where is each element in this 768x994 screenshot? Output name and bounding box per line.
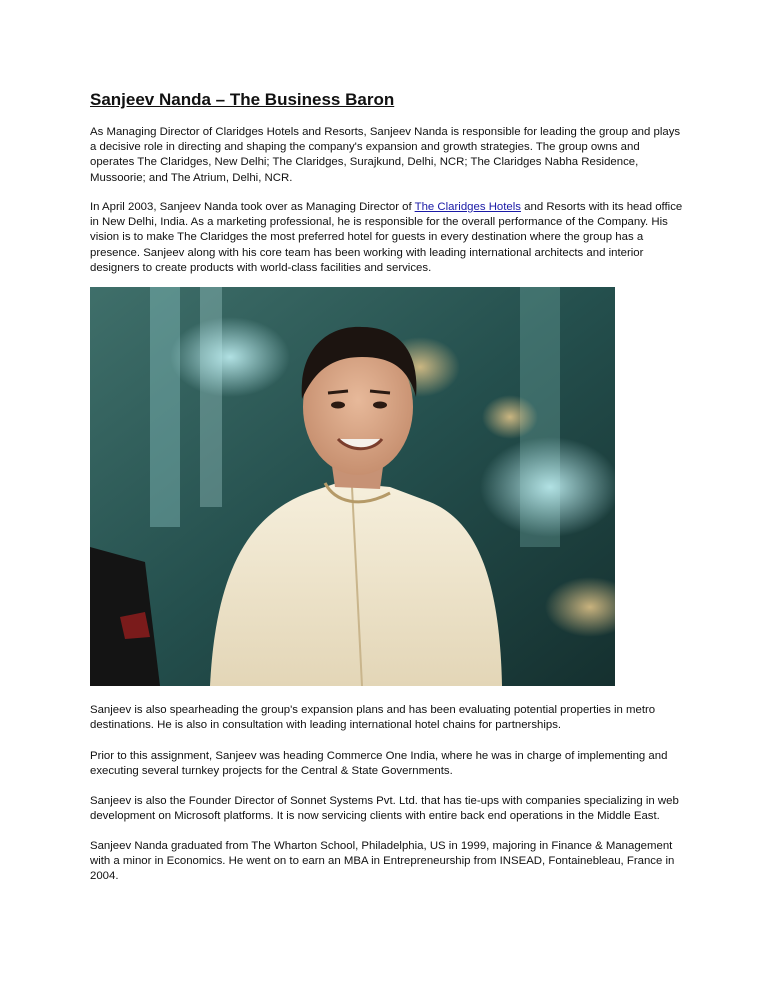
sonnet-systems-paragraph: Sanjeev is also the Founder Director of Sonnet Systems Pvt. Ltd. that has tie-ups with companies specializing in web development on Microsoft platforms. It is now servicing clients with entire back end operations in the Middle East.	[90, 795, 679, 823]
expansion-paragraph: Sanjeev is also spearheading the group's expansion plans and has been evaluating potential properties in metro destinations. He is also in consultation with leading international hotel chains for partnerships.	[90, 704, 656, 732]
claridges-hotels-link[interactable]: The Claridges Hotels	[414, 201, 521, 213]
article-title: Sanjeev Nanda – The Business Baron	[90, 90, 395, 109]
career-paragraph	[90, 200, 684, 276]
career-text-start: In April 2003, Sanjeev Nanda took over as Managing Director of	[90, 201, 415, 213]
education-paragraph: Sanjeev Nanda graduated from The Wharton School, Philadelphia, US in 1999, majoring in Finance & Management with a minor in Economics. He went on to earn an MBA in Entrepreneurship from INSEAD, Fontainebleau, France in 2004.	[90, 840, 675, 883]
career-text-end: and Resorts with its head office in New Delhi, India. As a marketing professional, he is responsible for the overall performance of the Company. His vision is to make The Claridges the most preferred hotel for guests in every destination where the group has a presence. Sanjeev along with his core team has been working with leading international architects and interior designers to create products with world-class facilities and services.	[90, 201, 683, 274]
portrait-photo	[90, 287, 615, 686]
intro-paragraph: As Managing Director of Claridges Hotels and Resorts, Sanjeev Nanda is responsible for leading the group and plays a decisive role in directing and shaping the company's expansion and growth strategies. The group owns and operates The Claridges, New Delhi; The Claridges, Surajkund, Delhi, NCR; The Claridges Nabha Residence, Mussoorie; and The Atrium, Delhi, NCR.	[90, 126, 681, 184]
portrait-photo-illustration	[90, 287, 615, 686]
commerce-one-paragraph: Prior to this assignment, Sanjeev was heading Commerce One India, where he was in charge of implementing and executing several turnkey projects for the Central & State Governments.	[90, 750, 668, 778]
